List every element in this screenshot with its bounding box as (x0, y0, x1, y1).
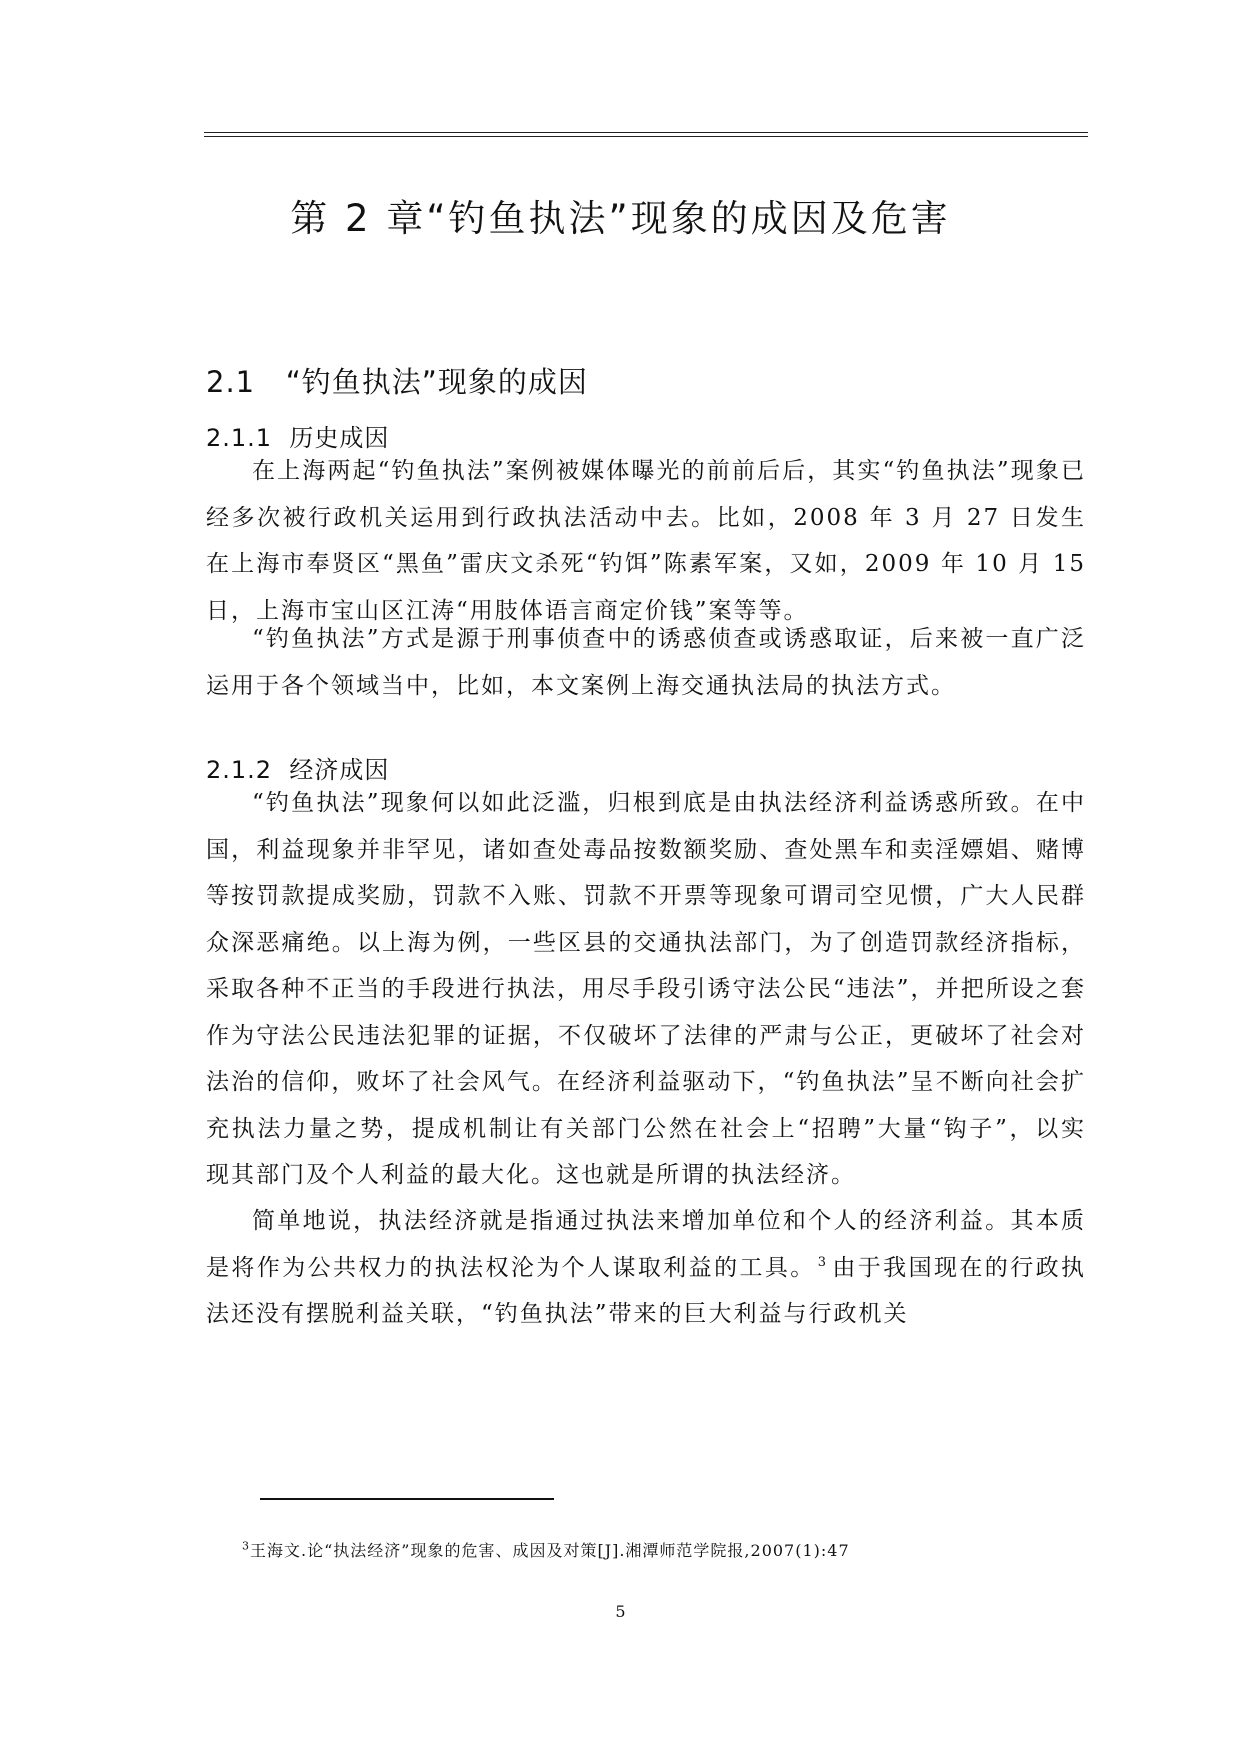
subsection-title: 经济成因 (289, 756, 390, 784)
paragraph-with-note (206, 1198, 1086, 1338)
section-number: 2.1 (206, 365, 256, 399)
footnote-marker: 3 (817, 1254, 826, 1270)
footnote-text: 王海文.论“执法经济”现象的危害、成因及对策[J].湘潭师范学院报,2007(1):47 (250, 1541, 850, 1560)
paragraph: 在上海两起“钓鱼执法”案例被媒体曝光的前前后后，其实“钓鱼执法”现象已经多次被行政机关运用到行政执法活动中去。比如，2008 年 3 月 27 日发生在上海市奉贤区“黑鱼”雷庆文杀死“钓饵”陈素军案，又如，2009 年 10 月 15 日，上海市宝山区江涛“用肢体语言商定价钱”案等等。 (206, 458, 1086, 624)
paragraph: “钓鱼执法”方式是源于刑事侦查中的诱惑侦查或诱惑取证，后来被一直广泛运用于各个领域当中，比如，本文案例上海交通执法局的执法方式。 (206, 626, 1086, 699)
footnote (242, 1538, 850, 1561)
chapter-title: 第 2 章“钓鱼执法”现象的成因及危害 (290, 197, 951, 240)
page-number: 5 (615, 1602, 626, 1621)
footnote-number: 3 (242, 1539, 250, 1553)
subsection-number: 2.1.2 (206, 756, 273, 784)
section-heading (206, 360, 588, 401)
subsection-number: 2.1.1 (206, 424, 273, 452)
header-rule-bottom (204, 136, 1088, 137)
subsection-title: 历史成因 (289, 424, 390, 452)
paragraph: “钓鱼执法”现象何以如此泛滥，归根到底是由执法经济利益诱惑所致。在中国，利益现象并非罕见，诸如查处毒品按数额奖励、查处黑车和卖淫嫖娼、赌博等按罚款提成奖励，罚款不入账、罚款不开票等现象可谓司空见惯，广大人民群众深恶痛绝。以上海为例，一些区县的交通执法部门，为了创造罚款经济指标，采取各种不正当的手段进行执法，用尽手段引诱守法公民“违法”，并把所设之套作为守法公民违法犯罪的证据，不仅破坏了法律的严肃与公正，更破坏了社会对法治的信仰，败坏了社会风气。在经济利益驱动下，“钓鱼执法”呈不断向社会扩充执法力量之势，提成机制让有关部门公然在社会上“招聘”大量“钩子”，以实现其部门及个人利益的最大化。这也就是所谓的执法经济。 (206, 790, 1086, 1188)
header-rule-top (204, 132, 1088, 133)
section-title: “钓鱼执法”现象的成因 (285, 365, 588, 399)
paragraph-text: 由于我国现在的行政执法还没有摆脱利益关联，“钓鱼执法”带来的巨大利益与行政机关 (206, 1254, 1087, 1327)
footnote-separator (260, 1498, 554, 1500)
paragraph-text: 简单地说，执法经济就是指通过执法来增加单位和个人的经济利益。其本质是将作为公共权力的执法权沦为个人谋取利益的工具。 (206, 1208, 1086, 1281)
